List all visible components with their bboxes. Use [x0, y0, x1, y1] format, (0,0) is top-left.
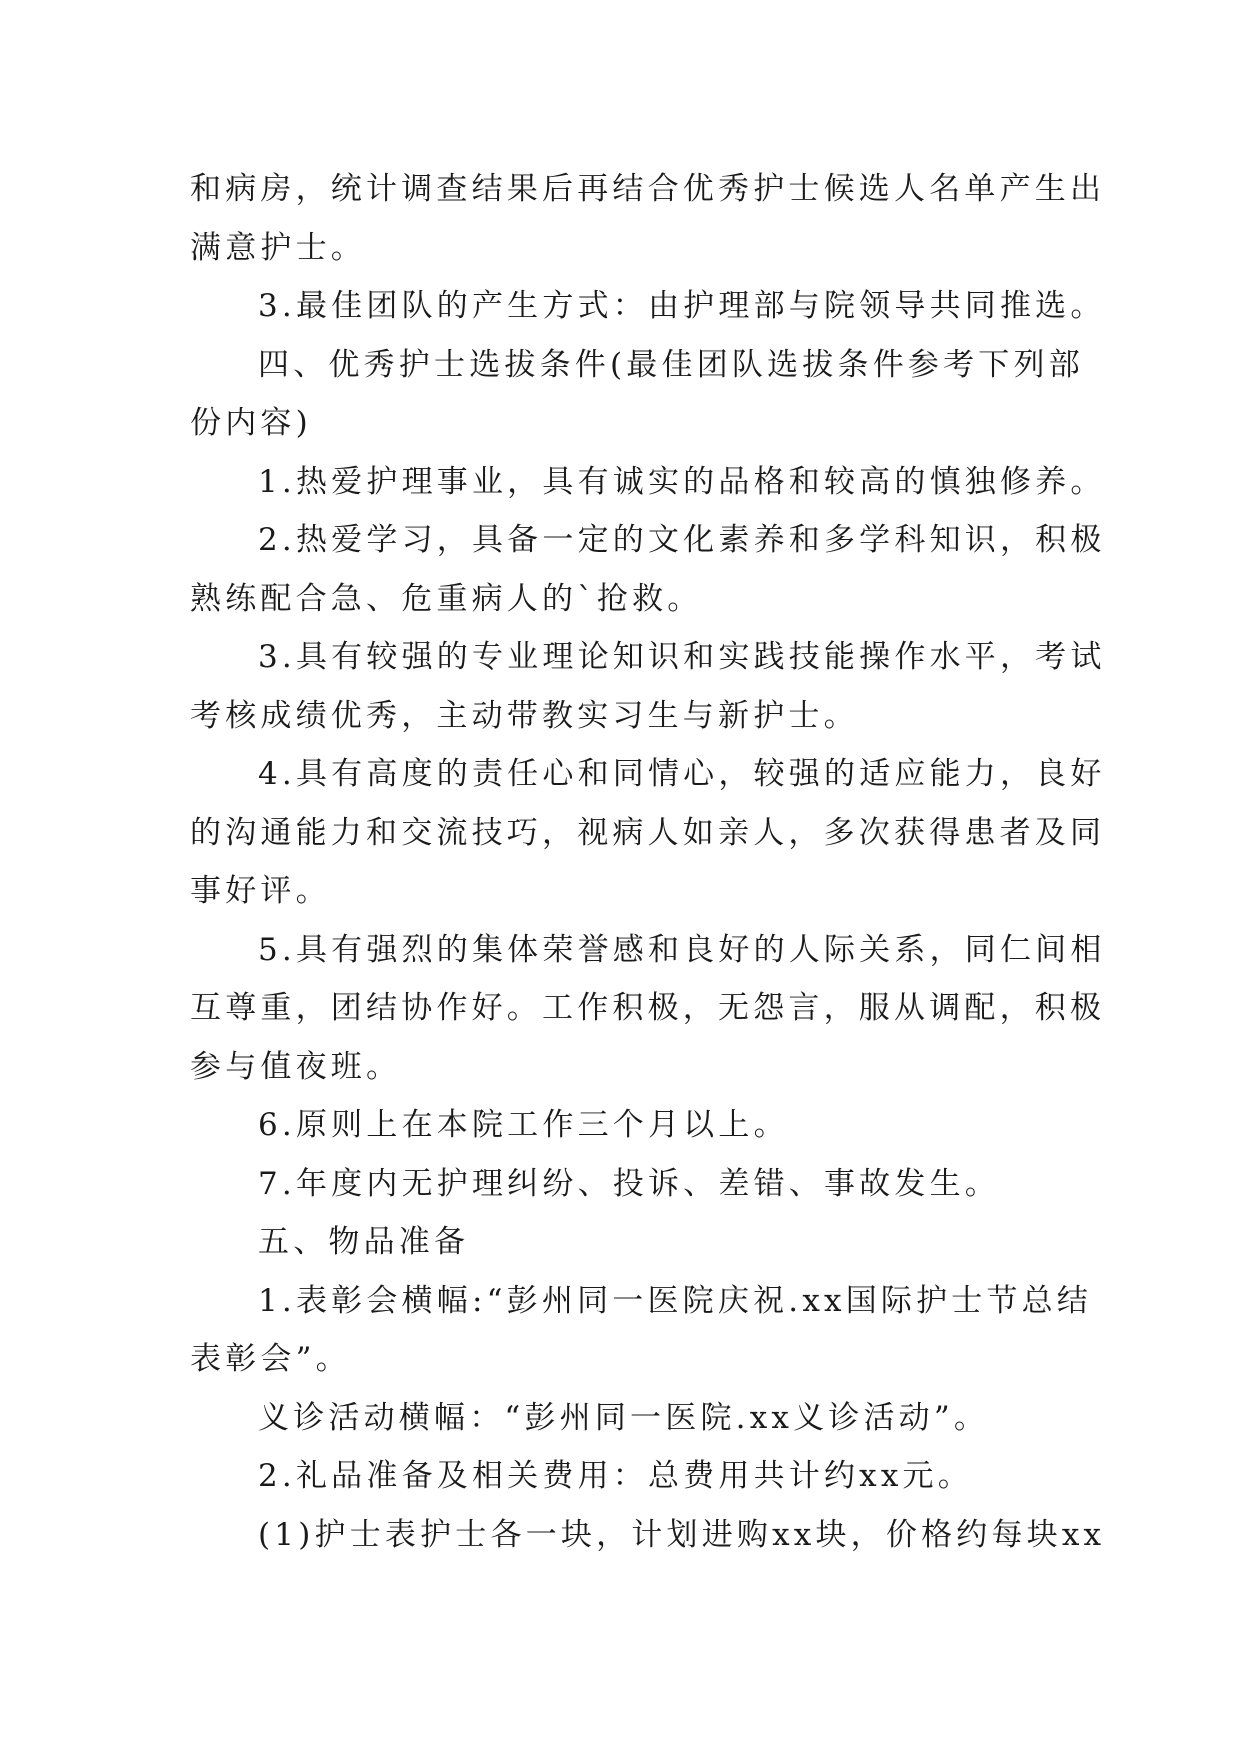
section-heading: 四、优秀护士选拔条件(最佳团队选拔条件参考下列部 [258, 346, 1084, 383]
body-line: 事好评。 [190, 873, 331, 909]
body-line: 和病房，统计调查结果后再结合优秀护士候选人名单产生出 [190, 171, 1106, 207]
list-item: 5.具有强烈的集体荣誉感和良好的人际关系，同仁间相 [258, 931, 1106, 968]
list-item: 6.原则上在本院工作三个月以上。 [258, 1107, 789, 1143]
body-line: 份内容) [190, 405, 312, 441]
list-item: 2.礼品准备及相关费用：总费用共计约xx元。 [258, 1458, 973, 1494]
list-item: 4.具有高度的责任心和同情心，较强的适应能力，良好 [258, 756, 1106, 792]
body-line: 的沟通能力和交流技巧，视病人如亲人，多次获得患者及同 [190, 814, 1106, 851]
body-line: 互尊重，团结协作好。工作积极，无怨言，服从调配，积极 [190, 990, 1106, 1026]
body-line: 3.最佳团队的产生方式：由护理部与院领导共同推选。 [258, 288, 1106, 324]
list-item: 2.热爱学习，具备一定的文化素养和多学科知识，积极 [258, 522, 1106, 558]
body-line: 参与值夜班。 [190, 1048, 402, 1085]
body-line: 满意护士。 [190, 229, 366, 266]
body-line: 表彰会”。 [190, 1341, 351, 1377]
document-body [190, 160, 1106, 1564]
list-item: (1)护士表护士各一块，计划进购xx块，价格约每块xx [258, 1516, 1106, 1553]
body-line: 义诊活动横幅：“彭州同一医院.xx义诊活动”。 [258, 1399, 990, 1436]
section-heading: 五、物品准备 [258, 1224, 470, 1260]
list-item: 7.年度内无护理纠纷、投诉、差错、事故发生。 [258, 1165, 1000, 1202]
list-item: 3.具有较强的专业理论知识和实践技能操作水平，考试 [258, 639, 1106, 675]
body-line: 考核成绩优秀，主动带教实习生与新护士。 [190, 697, 859, 734]
list-item: 1.表彰会横幅:“彭州同一医院庆祝.xx国际护士节总结 [258, 1282, 1093, 1319]
list-item: 1.热爱护理事业，具有诚实的品格和较高的慎独修养。 [258, 463, 1106, 500]
body-line: 熟练配合急、危重病人的`抢救。 [190, 580, 703, 617]
